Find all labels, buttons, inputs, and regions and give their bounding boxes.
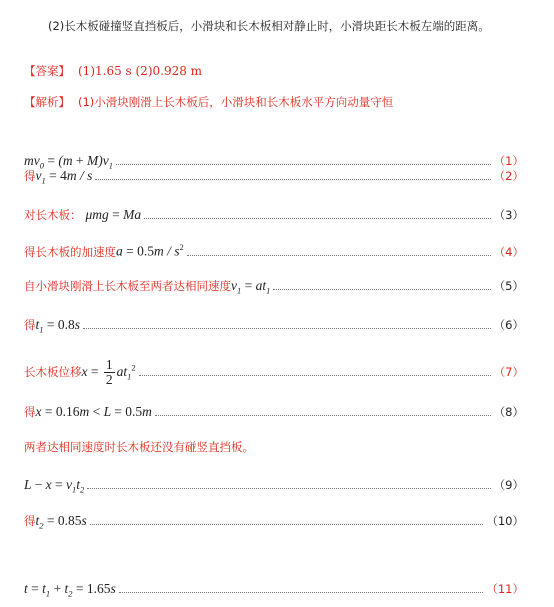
answer-tag: 【答案】: [24, 64, 70, 78]
step-number: （10）: [486, 514, 524, 528]
step-prefix: 得: [24, 318, 36, 332]
step-number: （5）: [493, 279, 524, 293]
equation-8: x = 0.16m < L = 0.5m: [35, 404, 152, 419]
step-prefix: 对长木板：: [24, 208, 82, 222]
equation-7: x = $\frac{1}{2}$ $at_1^2$: [81, 357, 136, 388]
step-number: （6）: [493, 318, 524, 332]
leader-dots: [95, 178, 490, 180]
step-number: （4）: [493, 244, 524, 259]
equation-2: $v_1 = 4m / s$: [35, 168, 93, 186]
analysis-text: (1)小滑块刚滑上长木板后，小滑块和长木板水平方向动量守恒: [78, 95, 394, 109]
equation-step-4: [24, 242, 524, 260]
step-prefix: 自小滑块刚滑上长木板至两者达相同速度: [24, 279, 231, 293]
equation-step-7: [24, 358, 524, 387]
analysis-tag: 【解析】: [24, 95, 70, 109]
step-number: （11）: [486, 582, 524, 596]
leader-dots: [83, 327, 491, 329]
analysis-line: [24, 94, 524, 110]
step-prefix: 得: [24, 514, 36, 528]
equation-step-3: [24, 207, 524, 223]
step-number: （9）: [493, 478, 524, 492]
leader-dots: [144, 217, 491, 219]
step-prefix: 得: [24, 169, 36, 183]
equation-11: $t = t_1 + t_2 = 1.65s$: [24, 581, 116, 599]
step-prefix: 得长木板的加速度: [24, 244, 116, 259]
leader-dots: [90, 523, 484, 525]
step-prefix: 得: [24, 405, 36, 419]
equation-3: μmg = Ma: [85, 207, 142, 222]
leader-dots: [155, 414, 491, 416]
note-text: 两者达相同速度时长木板还没有碰竖直挡板。: [24, 440, 254, 454]
step-prefix: 长木板位移: [24, 364, 82, 379]
equation-step-11: [24, 581, 524, 599]
leader-dots: [119, 591, 484, 593]
leader-dots: [187, 254, 491, 256]
answer-line: [24, 63, 524, 79]
equation-step-8: [24, 404, 524, 420]
leader-dots: [87, 487, 490, 489]
equation-step-9: [24, 477, 524, 495]
equation-6: $t_1 = 0.8s$: [35, 317, 81, 335]
equation-10: $t_2 = 0.85s$: [35, 513, 87, 531]
equation-5: $v_1 = at_1$: [231, 278, 271, 296]
equation-9: $L - x = v_1t_2$: [24, 477, 85, 495]
leader-dots: [116, 163, 491, 165]
equation-step-10: [24, 513, 524, 531]
step-number: （8）: [493, 405, 524, 419]
step-number: （1）: [493, 154, 524, 168]
answer-text: (1)1.65 s (2)0.928 m: [78, 64, 203, 78]
leader-dots: [139, 374, 491, 376]
note-line: [24, 439, 524, 455]
leader-dots: [273, 288, 490, 290]
step-number: （3）: [493, 208, 524, 222]
equation-step-2: [24, 168, 524, 186]
equation-4: $a = 0.5m / s^2$: [116, 242, 184, 259]
question-text: (2)长木板碰撞竖直挡板后，小滑块和长木板相对静止时，小滑块距长木板左端的距离。: [48, 19, 490, 33]
equation-step-5: [24, 278, 524, 296]
equation-step-6: [24, 317, 524, 335]
equation-1: $mv_0 = (m + M)v_1$: [24, 153, 113, 171]
step-number: （7）: [493, 364, 524, 379]
step-number: （2）: [493, 169, 524, 183]
